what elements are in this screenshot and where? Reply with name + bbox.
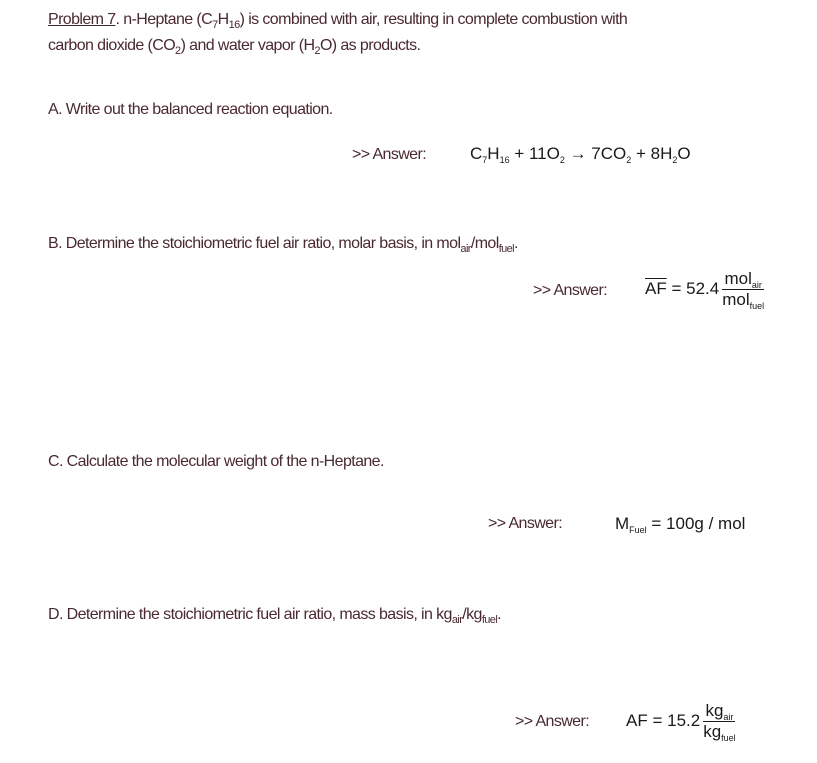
part-d-answer-label: >> Answer: — [515, 713, 590, 730]
problem-statement-line1: Problem 7. n-Heptane $(C_7H_{16})$ is combined with air, resulting in complete combustion with — [48, 11, 628, 31]
part-b-answer-label: >> Answer: — [533, 282, 608, 299]
problem-statement-line2: carbon dioxide $(CO_2)$ and water vapor $(H_2O)$ as products. — [48, 37, 421, 57]
part-c-equation: $M_{Fuel} = 100g$ / mol — [615, 514, 746, 535]
fraction: $\frac{kg_{air}}{kg_{fuel}}$ — [703, 701, 736, 743]
part-c-question: C. Calculate the molecular weight of the n-Heptane. — [48, 453, 384, 470]
part-d-question: D. Determine the stoichiometric fuel air ratio, mass basis, in $kg_{air}/kg_{fuel}$. — [48, 606, 502, 626]
problem-label: Problem 7 — [48, 11, 116, 28]
part-b-question: B. Determine the stoichiometric fuel air ratio, molar basis, in mol$_{air}$/mol$_{fuel}$. — [48, 235, 518, 255]
part-a-equation: $C_7H_{16} + 11O_2 \to 7CO_2 + 8H_2O$ — [470, 144, 691, 165]
part-d-equation: AF = 15.2 $\frac{kg_{air}}{kg_{fuel}}$ — [626, 701, 736, 743]
part-b-equation: $\overline{AF} = 52.4$ $\frac{mol_{air}}{mol_{fuel}}$ — [645, 269, 765, 311]
part-c-answer-label: >> Answer: — [488, 515, 563, 532]
fraction: $\frac{mol_{air}}{mol_{fuel}}$ — [722, 269, 765, 311]
part-a-answer-label: >> Answer: — [352, 146, 427, 163]
part-a-question: A. Write out the balanced reaction equation. — [48, 101, 333, 118]
